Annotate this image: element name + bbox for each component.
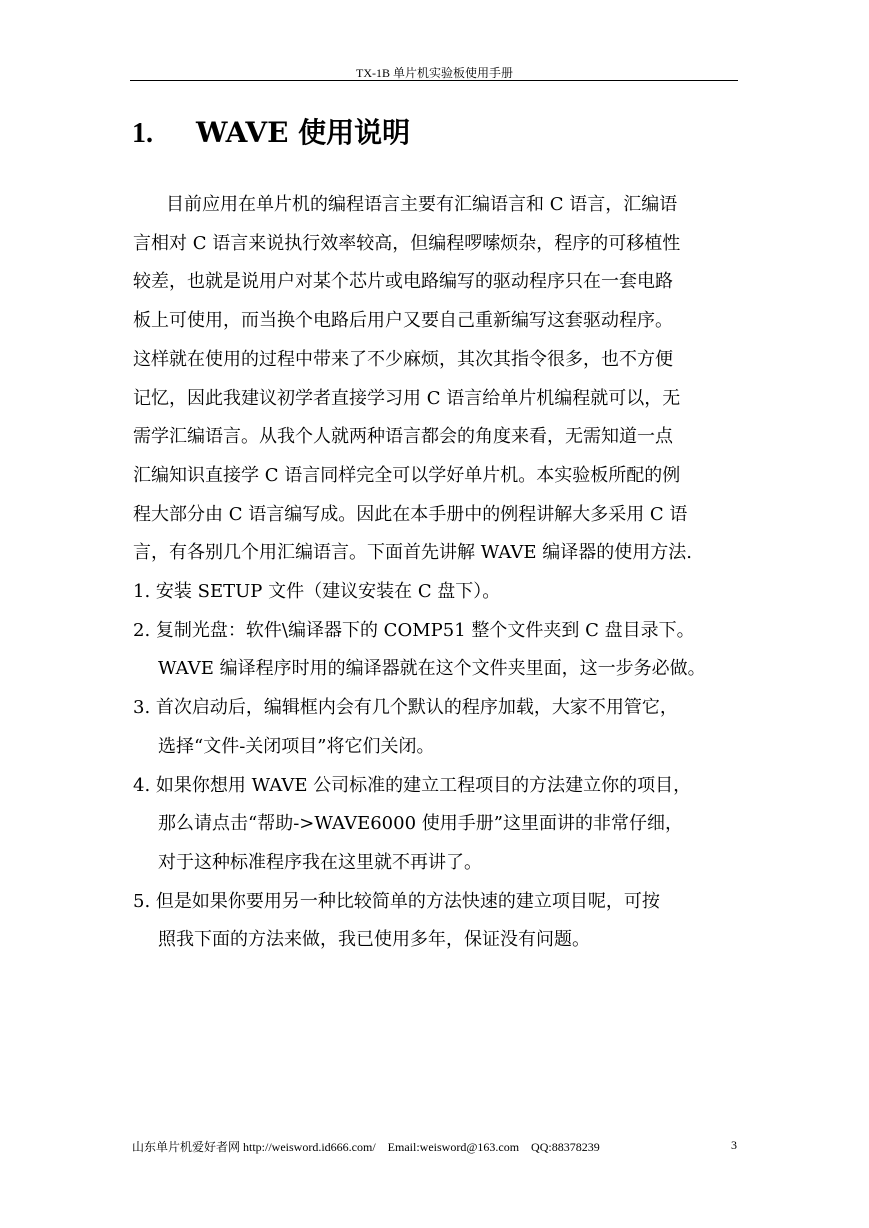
paragraph-line: 程大部分由 C 语言编写成。因此在本手册中的例程讲解大多采用 C 语 (133, 503, 688, 525)
paragraph-line: 这样就在使用的过程中带来了不少麻烦，其次其指令很多，也不方便 (133, 348, 673, 370)
list-item-line: 5. 但是如果你要用另一种比较简单的方法快速的建立项目呢，可按 (133, 890, 660, 912)
list-item (133, 883, 739, 960)
list-item (133, 767, 739, 883)
footer-site: 山东单片机爱好者网 http://weisword.id666.com/ (132, 1140, 376, 1154)
page-footer (132, 1138, 737, 1155)
paragraph-line: 言，有各别几个用汇编语言。下面首先讲解 WAVE 编译器的使用方法. (133, 542, 693, 564)
list-item (133, 573, 739, 612)
footer-email: Email:weisword@163.com (387, 1140, 520, 1154)
paragraph-line: 记忆，因此我建议初学者直接学习用 C 语言给单片机编程就可以，无 (133, 387, 681, 409)
section-title (132, 111, 410, 151)
paragraph-line: 板上可使用，而当换个电路后用户又要自己重新编写这套驱动程序。 (133, 310, 673, 332)
section-title-text: WAVE 使用说明 (196, 116, 411, 149)
list-item (133, 689, 739, 766)
page-number: 3 (731, 1138, 737, 1152)
list-item-line: 2. 复制光盘：软件\编译器下的 COMP51 整个文件夹到 C 盘目录下。 (133, 619, 695, 641)
paragraph-line: 言相对 C 语言来说执行效率较高，但编程啰嗦烦杂，程序的可移植性 (133, 232, 681, 254)
paragraph-line: 目前应用在单片机的编程语言主要有汇编语言和 C 语言，汇编语 (166, 194, 678, 215)
section-number: 1. (132, 118, 153, 149)
page-header: TX-1B 单片机实验板使用手册 (356, 66, 513, 80)
intro-paragraph (133, 186, 739, 573)
list-item-line: 选择“文件-关闭项目”将它们关闭。 (158, 735, 435, 757)
steps-list (133, 573, 739, 960)
list-item-line: 1. 安装 SETUP 文件（建议安装在 C 盘下）。 (133, 581, 501, 603)
body-content (133, 186, 739, 960)
header-rule (130, 80, 738, 81)
list-item-line: 那么请点击“帮助->WAVE6000 使用手册”这里面讲的非常仔细， (158, 813, 683, 835)
paragraph-line: 汇编知识直接学 C 语言同样完全可以学好单片机。本实验板所配的例 (133, 464, 681, 486)
list-item (133, 612, 739, 689)
paragraph-line: 需学汇编语言。从我个人就两种语言都会的角度来看，无需知道一点 (133, 426, 673, 448)
list-item-line: 4. 如果你想用 WAVE 公司标准的建立工程项目的方法建立你的项目， (133, 774, 692, 796)
list-item-line: 对于这种标准程序我在这里就不再讲了。 (158, 851, 482, 873)
list-item-line: 3. 首次启动后，编辑框内会有几个默认的程序加载，大家不用管它， (133, 697, 678, 719)
footer-qq: QQ:88378239 (531, 1140, 600, 1154)
paragraph-line: 较差，也就是说用户对某个芯片或电路编写的驱动程序只在一套电路 (133, 271, 673, 293)
list-item-line: 照我下面的方法来做，我已使用多年，保证没有问题。 (158, 929, 590, 951)
list-item-line: WAVE 编译程序时用的编译器就在这个文件夹里面，这一步务必做。 (158, 658, 706, 680)
